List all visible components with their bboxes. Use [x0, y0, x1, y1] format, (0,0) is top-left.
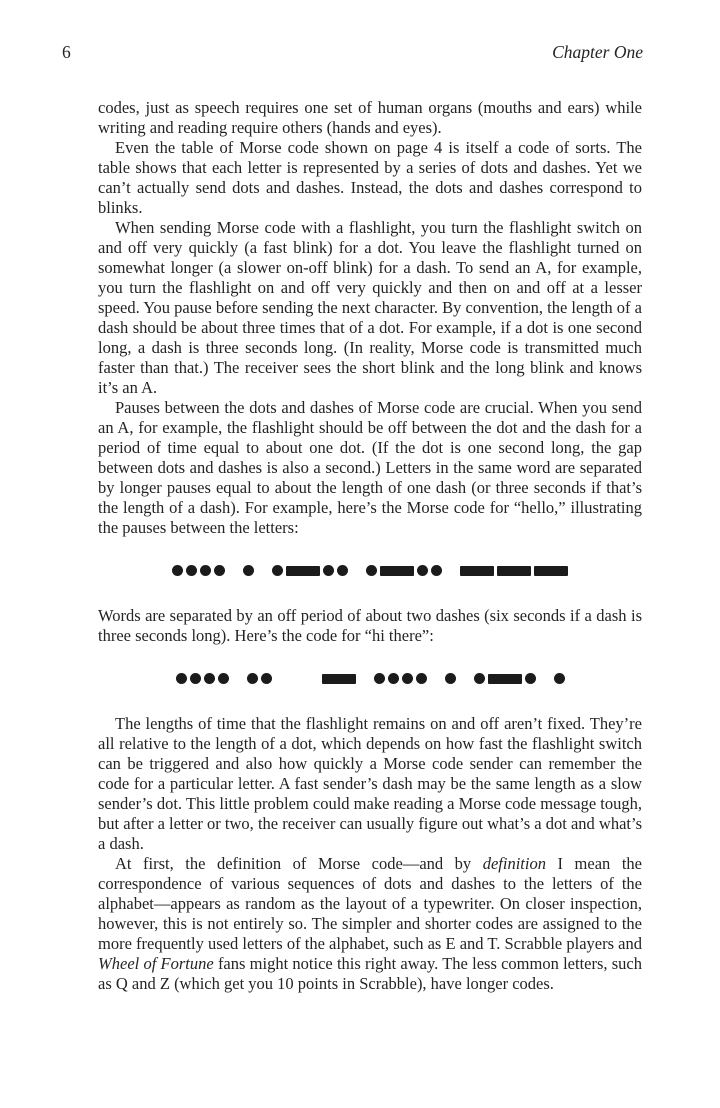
morse-letter	[176, 673, 229, 684]
text-run: codes, just as speech requires one set of human organs (mouths and ears) while writing and reading require others (hands and eyes).	[98, 98, 642, 137]
morse-dot-icon	[416, 673, 427, 684]
morse-word	[176, 673, 272, 684]
text-run: The lengths of time that the flashlight remains on and off aren’t fixed. They’re all relative to the length of a dot, which depends on how fast the flashlight switch can be triggered and also how quickly a Morse code sender can remember the code for a particular letter. A fast sender’s dash may be the same length as a slow sender’s dot. This little problem could make reading a Morse code message tough, but after a letter or two, the receiver can usually figure out what’s a dot and what’s a dash.	[98, 714, 642, 853]
text-run: Even the table of Morse code shown on page 4 is itself a code of sorts. The table shows that each letter is represented by a series of dots and dashes. Yet we can’t actually send dots and dashes. Instead, the dots and dashes correspond to blinks.	[98, 138, 642, 217]
morse-letter	[247, 673, 272, 684]
text-run: fans might notice this right away. The less common letters, such as Q and Z (which get you 10 points in Scrabble), have longer codes.	[98, 954, 643, 993]
morse-dot-icon	[525, 673, 536, 684]
morse-letter	[554, 673, 565, 684]
morse-dot-icon	[366, 565, 377, 576]
morse-dot-icon	[554, 673, 565, 684]
text-run: Pauses between the dots and dashes of Morse code are crucial. When you send an A, for example, the flashlight should be off between the dot and the dash for a period of time equal to about one dot. (If the dot is one second long, the gap between dots and dashes is also a second.) Letters in the same word are separated by longer pauses equal to about the length of one dash (or three seconds if that’s the length of a dash). For example, here’s the Morse code for “hello,” illustrating the pauses between the letters:	[98, 398, 642, 537]
page-number: 6	[62, 42, 71, 62]
morse-letter	[172, 565, 225, 576]
paragraph	[98, 218, 642, 398]
text-run: I mean the correspondence of various sequences of dots and dashes to the letters of the alphabet—appears as random as the layout of a typewriter. On closer inspection, however, this is not entirely so. The simpler and shorter codes are assigned to the more frequently used letters of the alphabet, such as E and T. Scrabble players and	[98, 854, 642, 953]
morse-dot-icon	[214, 565, 225, 576]
page-header	[62, 42, 643, 63]
morse-dash-icon	[322, 674, 356, 684]
running-head: Chapter One	[552, 42, 643, 62]
morse-letter	[474, 673, 536, 684]
body-text	[98, 98, 642, 994]
morse-dot-icon	[445, 673, 456, 684]
paragraph	[98, 714, 642, 854]
morse-dash-icon	[380, 566, 414, 576]
morse-dot-icon	[323, 565, 334, 576]
morse-code-hi-there	[98, 673, 642, 684]
morse-dot-icon	[176, 673, 187, 684]
paragraph	[98, 138, 642, 218]
morse-dot-icon	[172, 565, 183, 576]
morse-dot-icon	[247, 673, 258, 684]
morse-dot-icon	[417, 565, 428, 576]
morse-letter	[460, 566, 568, 576]
morse-dot-icon	[374, 673, 385, 684]
morse-dot-icon	[337, 565, 348, 576]
morse-dot-icon	[474, 673, 485, 684]
morse-dot-icon	[272, 565, 283, 576]
paragraph	[98, 606, 642, 646]
morse-letter	[445, 673, 456, 684]
morse-letter	[322, 674, 356, 684]
text-run: At first, the definition of Morse code—and by	[115, 854, 483, 873]
morse-dot-icon	[388, 673, 399, 684]
morse-letter	[374, 673, 427, 684]
morse-dash-icon	[497, 566, 531, 576]
morse-dot-icon	[186, 565, 197, 576]
paragraph	[98, 398, 642, 538]
morse-dot-icon	[218, 673, 229, 684]
morse-dash-icon	[286, 566, 320, 576]
morse-dot-icon	[431, 565, 442, 576]
morse-word	[172, 565, 568, 576]
morse-dot-icon	[243, 565, 254, 576]
italic-text: Wheel of Fortune	[98, 954, 214, 973]
morse-dot-icon	[204, 673, 215, 684]
morse-word	[322, 673, 565, 684]
italic-text: definition	[482, 854, 546, 873]
morse-letter	[243, 565, 254, 576]
morse-letter	[366, 565, 442, 576]
morse-dash-icon	[488, 674, 522, 684]
paragraph	[98, 854, 642, 994]
morse-dot-icon	[190, 673, 201, 684]
text-run: When sending Morse code with a flashlight, you turn the flashlight switch on and off very quickly (a fast blink) for a dot. You leave the flashlight turned on somewhat longer (a slower on-off blink) for a dash. To send an A, for example, you turn the flashlight on and off very quickly and then on and off at a lesser speed. You pause before sending the next character. By convention, the length of a dash should be about three times that of a dot. For example, if a dot is one second long, a dash is three seconds long. (In reality, Morse code is transmitted much faster than that.) The receiver sees the short blink and the long blink and knows it’s an A.	[98, 218, 642, 397]
morse-letter	[272, 565, 348, 576]
morse-dot-icon	[402, 673, 413, 684]
text-run: Words are separated by an off period of about two dashes (six seconds if a dash is three seconds long). Here’s the code for “hi there”:	[98, 606, 642, 645]
morse-code-hello	[98, 565, 642, 576]
morse-dot-icon	[261, 673, 272, 684]
morse-dash-icon	[534, 566, 568, 576]
morse-dot-icon	[200, 565, 211, 576]
morse-dash-icon	[460, 566, 494, 576]
paragraph	[98, 98, 642, 138]
